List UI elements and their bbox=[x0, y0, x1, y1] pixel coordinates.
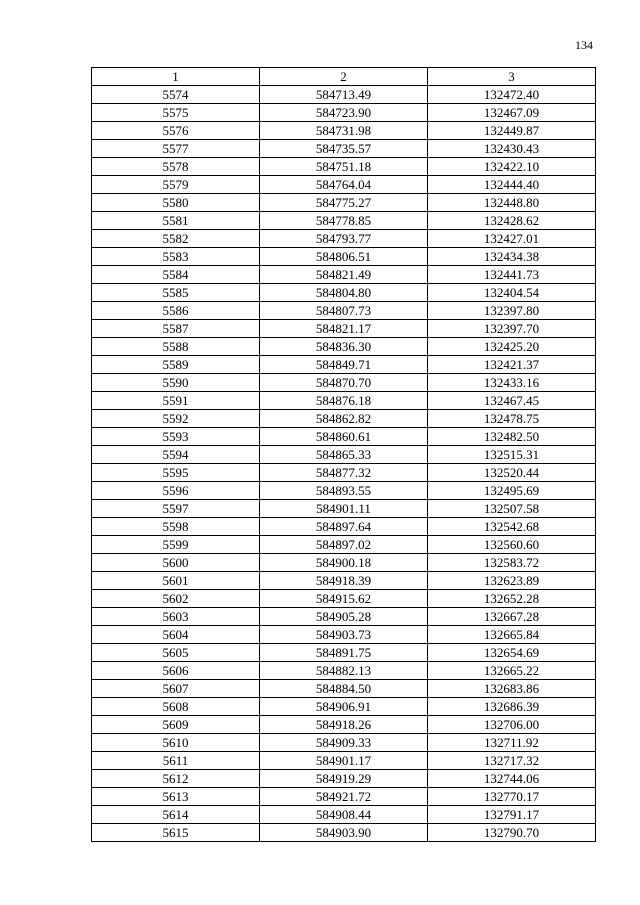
point-number-cell: 5583 bbox=[92, 248, 260, 266]
x-coordinate-cell: 584877.32 bbox=[260, 464, 428, 482]
table-row bbox=[92, 698, 596, 716]
y-coordinate-cell: 132770.17 bbox=[428, 788, 596, 806]
point-number-cell: 5587 bbox=[92, 320, 260, 338]
x-coordinate-cell: 584918.26 bbox=[260, 716, 428, 734]
x-coordinate-cell: 584836.30 bbox=[260, 338, 428, 356]
table-row bbox=[92, 572, 596, 590]
x-coordinate-cell: 584862.82 bbox=[260, 410, 428, 428]
table-row bbox=[92, 536, 596, 554]
x-coordinate-cell: 584915.62 bbox=[260, 590, 428, 608]
table-row bbox=[92, 590, 596, 608]
x-coordinate-cell: 584909.33 bbox=[260, 734, 428, 752]
x-coordinate-cell: 584723.90 bbox=[260, 104, 428, 122]
point-number-cell: 5580 bbox=[92, 194, 260, 212]
x-coordinate-cell: 584882.13 bbox=[260, 662, 428, 680]
y-coordinate-cell: 132441.73 bbox=[428, 266, 596, 284]
y-coordinate-cell: 132683.86 bbox=[428, 680, 596, 698]
y-coordinate-cell: 132717.32 bbox=[428, 752, 596, 770]
y-coordinate-cell: 132711.92 bbox=[428, 734, 596, 752]
point-number-cell: 5606 bbox=[92, 662, 260, 680]
y-coordinate-cell: 132397.70 bbox=[428, 320, 596, 338]
y-coordinate-cell: 132428.62 bbox=[428, 212, 596, 230]
point-number-cell: 5593 bbox=[92, 428, 260, 446]
table-row bbox=[92, 644, 596, 662]
point-number-cell: 5592 bbox=[92, 410, 260, 428]
point-number-cell: 5612 bbox=[92, 770, 260, 788]
table-row bbox=[92, 500, 596, 518]
table-body bbox=[92, 86, 596, 842]
y-coordinate-cell: 132478.75 bbox=[428, 410, 596, 428]
point-number-cell: 5596 bbox=[92, 482, 260, 500]
point-number-cell: 5600 bbox=[92, 554, 260, 572]
y-coordinate-cell: 132507.58 bbox=[428, 500, 596, 518]
y-coordinate-cell: 132583.72 bbox=[428, 554, 596, 572]
point-number-cell: 5608 bbox=[92, 698, 260, 716]
y-coordinate-cell: 132623.89 bbox=[428, 572, 596, 590]
y-coordinate-cell: 132422.10 bbox=[428, 158, 596, 176]
x-coordinate-cell: 584807.73 bbox=[260, 302, 428, 320]
y-coordinate-cell: 132495.69 bbox=[428, 482, 596, 500]
table-row bbox=[92, 716, 596, 734]
table-row bbox=[92, 428, 596, 446]
y-coordinate-cell: 132427.01 bbox=[428, 230, 596, 248]
point-number-cell: 5597 bbox=[92, 500, 260, 518]
point-number-cell: 5584 bbox=[92, 266, 260, 284]
x-coordinate-cell: 584821.49 bbox=[260, 266, 428, 284]
table-row bbox=[92, 410, 596, 428]
y-coordinate-cell: 132467.45 bbox=[428, 392, 596, 410]
table-row bbox=[92, 86, 596, 104]
point-number-cell: 5603 bbox=[92, 608, 260, 626]
point-number-cell: 5598 bbox=[92, 518, 260, 536]
x-coordinate-cell: 584884.50 bbox=[260, 680, 428, 698]
y-coordinate-cell: 132430.43 bbox=[428, 140, 596, 158]
y-coordinate-cell: 132449.87 bbox=[428, 122, 596, 140]
y-coordinate-cell: 132472.40 bbox=[428, 86, 596, 104]
y-coordinate-cell: 132654.69 bbox=[428, 644, 596, 662]
x-coordinate-cell: 584897.02 bbox=[260, 536, 428, 554]
y-coordinate-cell: 132667.28 bbox=[428, 608, 596, 626]
x-coordinate-cell: 584735.57 bbox=[260, 140, 428, 158]
table-row bbox=[92, 680, 596, 698]
table-row bbox=[92, 284, 596, 302]
y-coordinate-cell: 132467.09 bbox=[428, 104, 596, 122]
table-row bbox=[92, 158, 596, 176]
point-number-cell: 5609 bbox=[92, 716, 260, 734]
table-row bbox=[92, 482, 596, 500]
y-coordinate-cell: 132652.28 bbox=[428, 590, 596, 608]
y-coordinate-cell: 132444.40 bbox=[428, 176, 596, 194]
x-coordinate-cell: 584870.70 bbox=[260, 374, 428, 392]
point-number-cell: 5595 bbox=[92, 464, 260, 482]
x-coordinate-cell: 584865.33 bbox=[260, 446, 428, 464]
column-header-1: 1 bbox=[92, 68, 260, 86]
table-row bbox=[92, 770, 596, 788]
y-coordinate-cell: 132404.54 bbox=[428, 284, 596, 302]
x-coordinate-cell: 584901.17 bbox=[260, 752, 428, 770]
table-row bbox=[92, 248, 596, 266]
y-coordinate-cell: 132515.31 bbox=[428, 446, 596, 464]
table-row bbox=[92, 338, 596, 356]
x-coordinate-cell: 584860.61 bbox=[260, 428, 428, 446]
table-row bbox=[92, 752, 596, 770]
table-row bbox=[92, 320, 596, 338]
x-coordinate-cell: 584893.55 bbox=[260, 482, 428, 500]
table-header-row bbox=[92, 68, 596, 86]
y-coordinate-cell: 132665.22 bbox=[428, 662, 596, 680]
point-number-cell: 5602 bbox=[92, 590, 260, 608]
table-row bbox=[92, 104, 596, 122]
table-row bbox=[92, 266, 596, 284]
table-row bbox=[92, 626, 596, 644]
point-number-cell: 5590 bbox=[92, 374, 260, 392]
table-row bbox=[92, 392, 596, 410]
y-coordinate-cell: 132542.68 bbox=[428, 518, 596, 536]
y-coordinate-cell: 132434.38 bbox=[428, 248, 596, 266]
point-number-cell: 5613 bbox=[92, 788, 260, 806]
point-number-cell: 5577 bbox=[92, 140, 260, 158]
x-coordinate-cell: 584849.71 bbox=[260, 356, 428, 374]
table-row bbox=[92, 446, 596, 464]
point-number-cell: 5582 bbox=[92, 230, 260, 248]
column-header-2: 2 bbox=[260, 68, 428, 86]
point-number-cell: 5607 bbox=[92, 680, 260, 698]
page-number: 134 bbox=[575, 38, 593, 52]
table-row bbox=[92, 554, 596, 572]
y-coordinate-cell: 132706.00 bbox=[428, 716, 596, 734]
y-coordinate-cell: 132686.39 bbox=[428, 698, 596, 716]
table-row bbox=[92, 806, 596, 824]
x-coordinate-cell: 584778.85 bbox=[260, 212, 428, 230]
point-number-cell: 5594 bbox=[92, 446, 260, 464]
point-number-cell: 5599 bbox=[92, 536, 260, 554]
y-coordinate-cell: 132433.16 bbox=[428, 374, 596, 392]
point-number-cell: 5614 bbox=[92, 806, 260, 824]
x-coordinate-cell: 584713.49 bbox=[260, 86, 428, 104]
point-number-cell: 5575 bbox=[92, 104, 260, 122]
y-coordinate-cell: 132397.80 bbox=[428, 302, 596, 320]
point-number-cell: 5579 bbox=[92, 176, 260, 194]
point-number-cell: 5611 bbox=[92, 752, 260, 770]
table-row bbox=[92, 356, 596, 374]
table-row bbox=[92, 374, 596, 392]
x-coordinate-cell: 584793.77 bbox=[260, 230, 428, 248]
y-coordinate-cell: 132520.44 bbox=[428, 464, 596, 482]
x-coordinate-cell: 584905.28 bbox=[260, 608, 428, 626]
point-number-cell: 5586 bbox=[92, 302, 260, 320]
x-coordinate-cell: 584918.39 bbox=[260, 572, 428, 590]
table-row bbox=[92, 608, 596, 626]
x-coordinate-cell: 584764.04 bbox=[260, 176, 428, 194]
x-coordinate-cell: 584806.51 bbox=[260, 248, 428, 266]
table-row bbox=[92, 518, 596, 536]
x-coordinate-cell: 584900.18 bbox=[260, 554, 428, 572]
point-number-cell: 5588 bbox=[92, 338, 260, 356]
table-row bbox=[92, 734, 596, 752]
y-coordinate-cell: 132665.84 bbox=[428, 626, 596, 644]
table-row bbox=[92, 788, 596, 806]
y-coordinate-cell: 132560.60 bbox=[428, 536, 596, 554]
table-row bbox=[92, 824, 596, 842]
x-coordinate-cell: 584775.27 bbox=[260, 194, 428, 212]
column-header-3: 3 bbox=[428, 68, 596, 86]
x-coordinate-cell: 584906.91 bbox=[260, 698, 428, 716]
x-coordinate-cell: 584876.18 bbox=[260, 392, 428, 410]
point-number-cell: 5574 bbox=[92, 86, 260, 104]
point-number-cell: 5585 bbox=[92, 284, 260, 302]
x-coordinate-cell: 584731.98 bbox=[260, 122, 428, 140]
point-number-cell: 5589 bbox=[92, 356, 260, 374]
x-coordinate-cell: 584897.64 bbox=[260, 518, 428, 536]
point-number-cell: 5605 bbox=[92, 644, 260, 662]
y-coordinate-cell: 132744.06 bbox=[428, 770, 596, 788]
table-row bbox=[92, 230, 596, 248]
point-number-cell: 5615 bbox=[92, 824, 260, 842]
y-coordinate-cell: 132791.17 bbox=[428, 806, 596, 824]
x-coordinate-cell: 584751.18 bbox=[260, 158, 428, 176]
x-coordinate-cell: 584821.17 bbox=[260, 320, 428, 338]
x-coordinate-cell: 584903.90 bbox=[260, 824, 428, 842]
table-row bbox=[92, 212, 596, 230]
point-number-cell: 5581 bbox=[92, 212, 260, 230]
y-coordinate-cell: 132425.20 bbox=[428, 338, 596, 356]
point-number-cell: 5601 bbox=[92, 572, 260, 590]
coordinates-table bbox=[91, 67, 596, 842]
y-coordinate-cell: 132482.50 bbox=[428, 428, 596, 446]
x-coordinate-cell: 584903.73 bbox=[260, 626, 428, 644]
point-number-cell: 5591 bbox=[92, 392, 260, 410]
y-coordinate-cell: 132421.37 bbox=[428, 356, 596, 374]
x-coordinate-cell: 584908.44 bbox=[260, 806, 428, 824]
x-coordinate-cell: 584901.11 bbox=[260, 500, 428, 518]
point-number-cell: 5578 bbox=[92, 158, 260, 176]
table-row bbox=[92, 194, 596, 212]
table-row bbox=[92, 122, 596, 140]
x-coordinate-cell: 584919.29 bbox=[260, 770, 428, 788]
point-number-cell: 5610 bbox=[92, 734, 260, 752]
table-row bbox=[92, 140, 596, 158]
point-number-cell: 5604 bbox=[92, 626, 260, 644]
table-row bbox=[92, 464, 596, 482]
point-number-cell: 5576 bbox=[92, 122, 260, 140]
x-coordinate-cell: 584921.72 bbox=[260, 788, 428, 806]
x-coordinate-cell: 584891.75 bbox=[260, 644, 428, 662]
table-row bbox=[92, 302, 596, 320]
table-row bbox=[92, 176, 596, 194]
y-coordinate-cell: 132448.80 bbox=[428, 194, 596, 212]
y-coordinate-cell: 132790.70 bbox=[428, 824, 596, 842]
x-coordinate-cell: 584804.80 bbox=[260, 284, 428, 302]
table-row bbox=[92, 662, 596, 680]
